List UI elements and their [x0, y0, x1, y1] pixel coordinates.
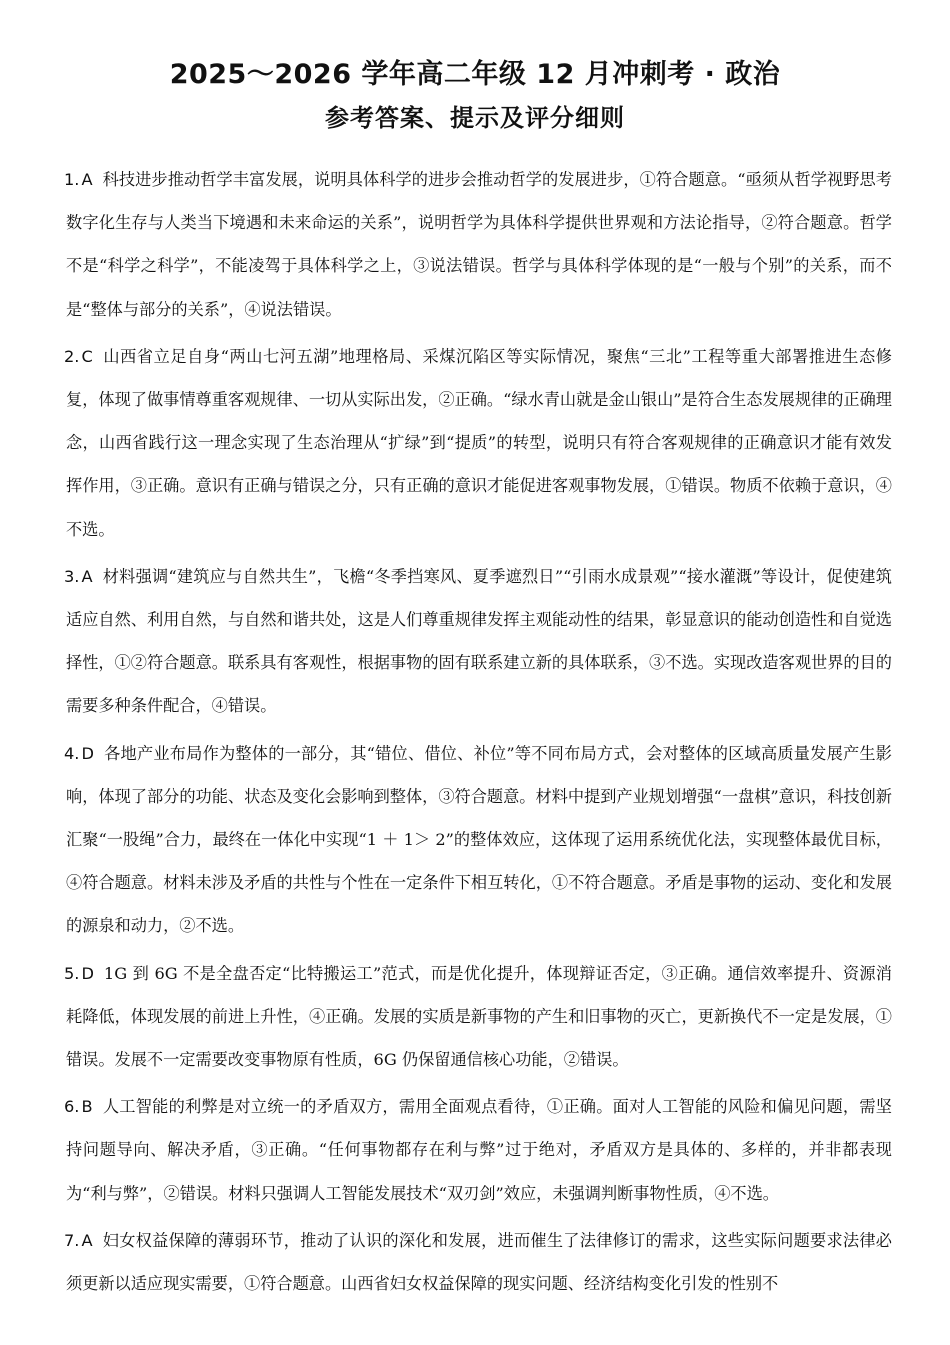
answer-explanation: 人工智能的利弊是对立统一的矛盾双方，需用全面观点看待，①正确。面对人工智能的风险和偏见问题，需坚持问题导向、解决矛盾，③正确。“任何事物都存在利与弊”过于绝对，矛盾双方是具体的、多样的，并非都表现为“利与弊”，②错误。材料只强调人工智能发展技术“双刃剑”效应，未强调判断事物性质，④不选。	[66, 1097, 892, 1203]
answer-explanation: 妇女权益保障的薄弱环节，推动了认识的深化和发展，进而催生了法律修订的需求，这些实际问题要求法律必须更新以适应现实需要，①符合题意。山西省妇女权益保障的现实问题、经济结构变化引发的性别不	[66, 1230, 892, 1294]
answer-explanation: 科技进步推动哲学丰富发展，说明具体科学的进步会推动哲学的发展进步，①符合题意。“亟须从哲学视野思考数字化生存与人类当下境遇和未来命运的关系”，说明哲学为具体科学提供世界观和方法论指导，②符合题意。哲学不是“科学之科学”，不能凌驾于具体科学之上，③说法错误。哲学与具体科学体现的是“一般与个别”的关系，而不是“整体与部分的关系”，④说法错误。	[66, 170, 892, 319]
question-number: 7.	[64, 1230, 80, 1250]
answer-list	[66, 158, 892, 1309]
answer-key: C	[81, 346, 93, 366]
answer-item-2	[66, 335, 892, 551]
answer-item-4	[66, 732, 892, 948]
answer-key: B	[81, 1097, 93, 1117]
question-number: 6.	[64, 1097, 80, 1117]
answer-key: D	[81, 963, 94, 983]
answer-item-6	[66, 1085, 892, 1215]
page-title: 2025～2026 学年高二年级 12 月冲刺考 · 政治	[169, 59, 781, 90]
answer-explanation: 山西省立足自身“两山七河五湖”地理格局、采煤沉陷区等实际情况，聚焦“三北”工程等重大部署推进生态修复，体现了做事情尊重客观规律、一切从实际出发，②正确。“绿水青山就是金山银山”是符合生态发展规律的正确理念，山西省践行这一理念实现了生态治理从“扩绿”到“提质”的转型，说明只有符合客观规律的正确意识才能有效发挥作用，③正确。意识有正确与错误之分，只有正确的意识才能促进客观事物发展，①错误。物质不依赖于意识，④不选。	[66, 346, 892, 539]
answer-key: D	[81, 743, 94, 763]
page-subtitle: 参考答案、提示及评分细则	[325, 104, 625, 132]
answer-key: A	[81, 1230, 93, 1250]
answer-item-5	[66, 952, 892, 1082]
question-number: 5.	[64, 963, 80, 983]
answer-key: A	[81, 566, 93, 586]
answer-key: A	[81, 170, 93, 189]
answer-explanation: 材料强调“建筑应与自然共生”，飞檐“冬季挡寒风、夏季遮烈日”“引雨水成景观”“接水灌溉”等设计，促使建筑适应自然、利用自然，与自然和谐共处，这是人们尊重规律发挥主观能动性的结果，彰显意识的能动创造性和自觉选择性，①②符合题意。联系具有客观性，根据事物的固有联系建立新的具体联系，③不选。实现改造客观世界的目的需要多种条件配合，④错误。	[66, 566, 892, 716]
question-number: 1.	[64, 170, 80, 189]
question-number: 2.	[64, 346, 80, 366]
answer-explanation: 各地产业布局作为整体的一部分，其“错位、借位、补位”等不同布局方式，会对整体的区域高质量发展产生影响，体现了部分的功能、状态及变化会影响到整体，③符合题意。材料中提到产业规划增强“一盘棋”意识，科技创新汇聚“一股绳”合力，最终在一体化中实现“1 ＋ 1＞ 2”的整体效应，这体现了运用系统优化法，实现整体最优目标，④符合题意。材料未涉及矛盾的共性与个性在一定条件下相互转化，①不符合题意。矛盾是事物的运动、变化和发展的源泉和动力，②不选。	[66, 743, 892, 936]
question-number: 3.	[64, 566, 80, 586]
answer-item-7	[66, 1219, 892, 1305]
answer-item-1	[66, 158, 892, 331]
answer-explanation: 1G 到 6G 不是全盘否定“比特搬运工”范式，而是优化提升，体现辩证否定，③正确。通信效率提升、资源消耗降低，体现发展的前进上升性，④正确。发展的实质是新事物的产生和旧事物的灭亡，更新换代不一定是发展，①错误。发展不一定需要改变事物原有性质，6G 仍保留通信核心功能，②错误。	[66, 963, 892, 1070]
answer-item-3	[66, 555, 892, 728]
question-number: 4.	[64, 743, 80, 763]
